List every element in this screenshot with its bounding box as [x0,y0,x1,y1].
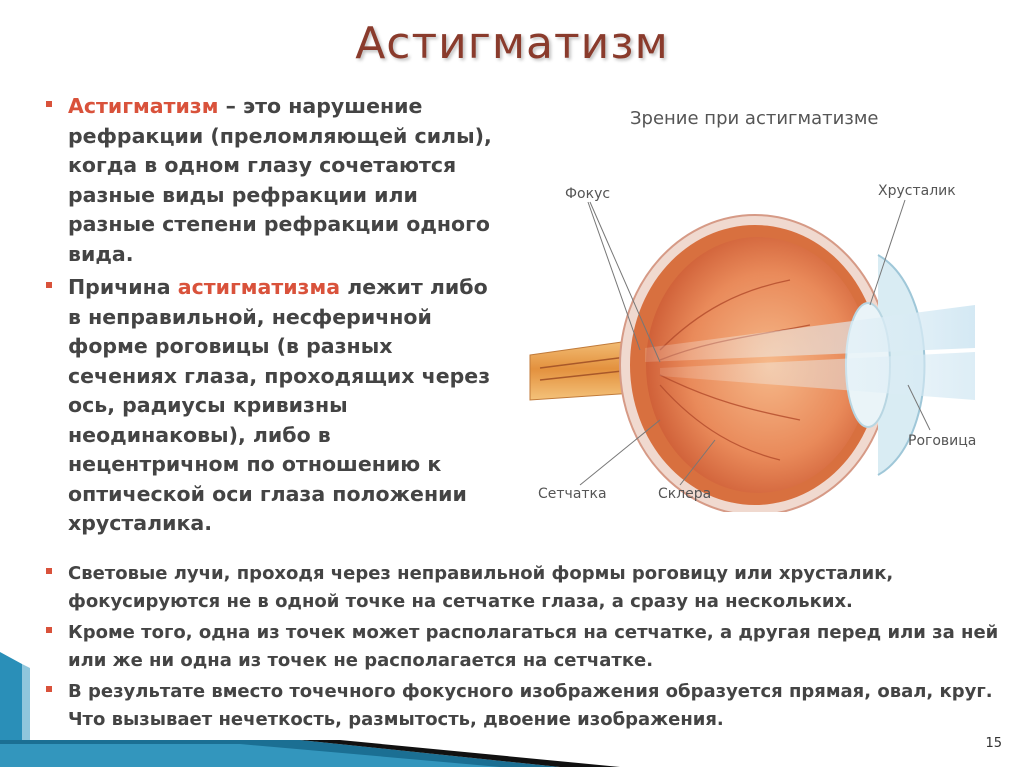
bullet-marker [46,101,52,107]
bullet-text: В результате вместо точечного фокусного изображения образуется прямая, овал, круг. Что вызывает нечеткость, размытость, двоение изображения. [68,681,993,730]
bullet-definition [44,92,504,269]
figure-title: Зрение при астигматизме [630,108,879,129]
bullet-result [44,678,1004,734]
label-sclera: Склера [658,486,712,502]
bullet-marker [46,686,52,692]
bullet-marker [46,627,52,633]
label-cornea: Роговица [908,433,977,449]
bullet-prefix: Причина [68,275,178,299]
highlight-term: астигматизма [177,275,341,299]
bottom-bullet-list [44,560,1004,737]
bullet-cause [44,273,504,539]
top-bullet-list [44,92,504,543]
bullet-marker [46,282,52,288]
bullet-marker [46,568,52,574]
eye-diagram [510,100,995,512]
label-lens: Хрусталик [878,183,956,199]
label-focus: Фокус [565,186,611,202]
bullet-text: Кроме того, одна из точек может располагаться на сетчатке, а другая перед или за ней или же ни одна из точек не располагается на сетчатке. [68,622,999,671]
page-number: 15 [985,736,1002,751]
label-retina: Сетчатка [538,486,607,502]
slide-title: Астигматизм [355,18,669,69]
bullet-text: лежит либо в неправильной, несферичной форме роговицы (в разных сечениях глаза, проходящих через ось, радиусы кривизны неодинаковы), либо в нецентричном по отношению к оптической оси глаза положении хрусталика. [68,275,491,535]
bullet-light-rays [44,560,1004,616]
highlight-term: Астигматизм [68,94,219,118]
bullet-text: – это нарушение рефракции (преломляющей силы), когда в одном глазу сочетаются разные виды рефракции или разные степени рефракции одного вида. [68,94,492,266]
bullet-text: Световые лучи, проходя через неправильной формы роговицу или хрусталик, фокусируются не в одной точке на сетчатке глаза, а сразу на нескольких. [68,563,894,612]
bullet-focus-points [44,619,1004,675]
